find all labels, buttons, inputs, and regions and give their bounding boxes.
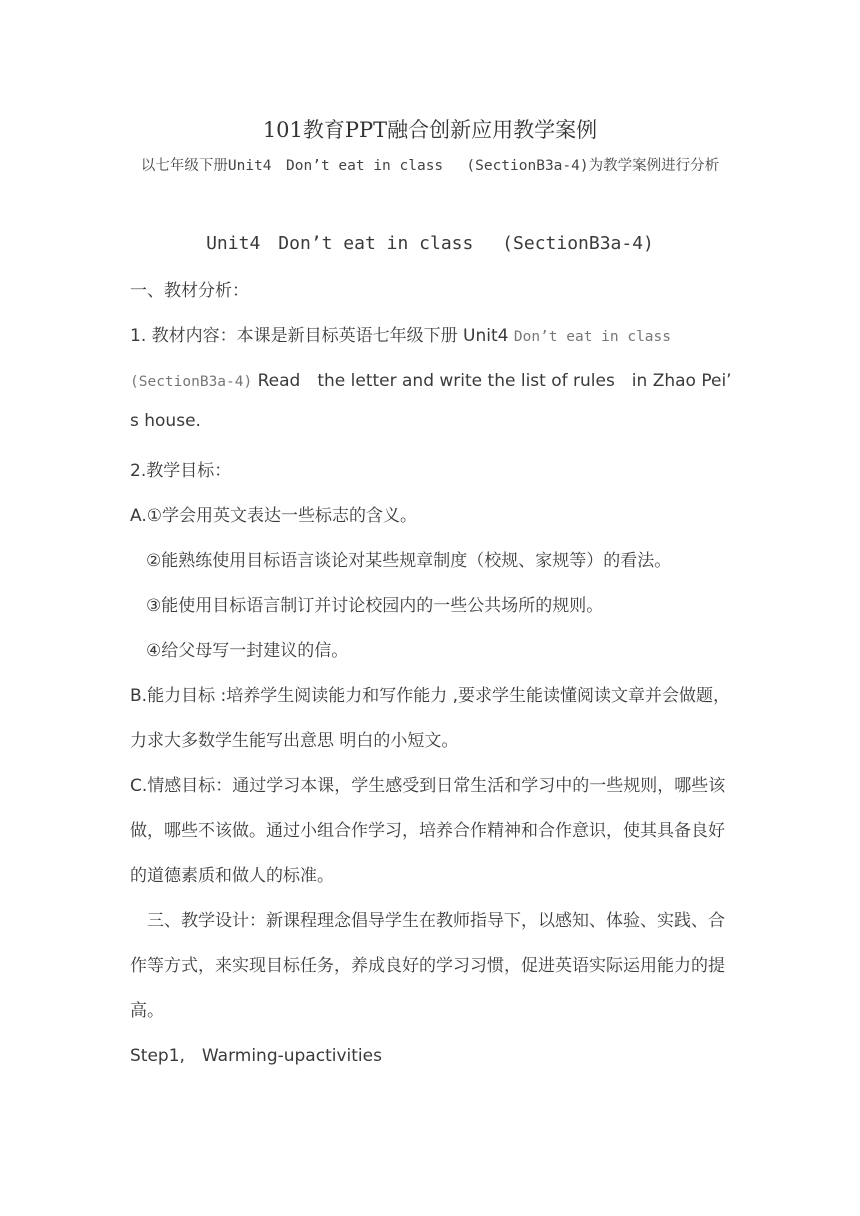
goals-heading: 2.教学目标： bbox=[130, 461, 232, 481]
content-line-2-section: (SectionB3a-4) bbox=[130, 374, 253, 390]
content-line-2 bbox=[130, 366, 732, 391]
content-line-1-text: 1. 教材内容：本课是新目标英语七年级下册 Unit4 bbox=[130, 326, 514, 346]
unit-heading: Unit4 Don’t eat in class (SectionB3a-4) bbox=[206, 233, 654, 254]
content-line-3: s house. bbox=[130, 411, 201, 431]
content-line-2-text: Read the letter and write the list of rules in Zhao Pei’ bbox=[252, 371, 732, 391]
design-line-2: 作等方式，来实现目标任务，养成良好的学习习惯，促进英语实际运用能力的提 bbox=[130, 956, 725, 976]
document-subtitle: 以七年级下册Unit4 Don’t eat in class (SectionB3a-4)为教学案例进行分析 bbox=[140, 158, 720, 174]
goal-c-line-1: C.情感目标：通过学习本课，学生感受到日常生活和学习中的一些规则，哪些该 bbox=[130, 776, 726, 796]
goal-b-line-1: B.能力目标 :培养学生阅读能力和写作能力 ,要求学生能读懂阅读文章并会做题， bbox=[130, 686, 731, 706]
content-line-1 bbox=[130, 321, 671, 346]
goal-a-2: ②能熟练使用目标语言谈论对某些规章制度（校规、家规等）的看法。 bbox=[146, 551, 672, 571]
goal-b-line-2: 力求大多数学生能写出意思 明白的小短文。 bbox=[130, 731, 459, 751]
design-line-3: 高。 bbox=[130, 1001, 164, 1021]
section-material-analysis: 一、教材分析： bbox=[130, 281, 249, 301]
goal-a-3: ③能使用目标语言制订并讨论校园内的一些公共场所的规则。 bbox=[146, 596, 604, 616]
design-line-1: 三、教学设计：新课程理念倡导学生在教师指导下，以感知、体验、实践、合 bbox=[147, 911, 725, 931]
goal-a-1: A.①学会用英文表达一些标志的含义。 bbox=[130, 506, 417, 526]
goal-a-4: ④给父母写一封建议的信。 bbox=[146, 641, 349, 661]
goal-c-line-2: 做，哪些不该做。通过小组合作学习，培养合作精神和合作意识，使其具备良好 bbox=[130, 821, 725, 841]
goal-c-line-3: 的道德素质和做人的标准。 bbox=[130, 866, 334, 886]
content-line-1-unit-title: Don’t eat in class bbox=[513, 329, 671, 345]
document-title: 101教育PPT融合创新应用教学案例 bbox=[262, 118, 598, 142]
step-1-heading: Step1, Warming-upactivities bbox=[130, 1046, 382, 1066]
